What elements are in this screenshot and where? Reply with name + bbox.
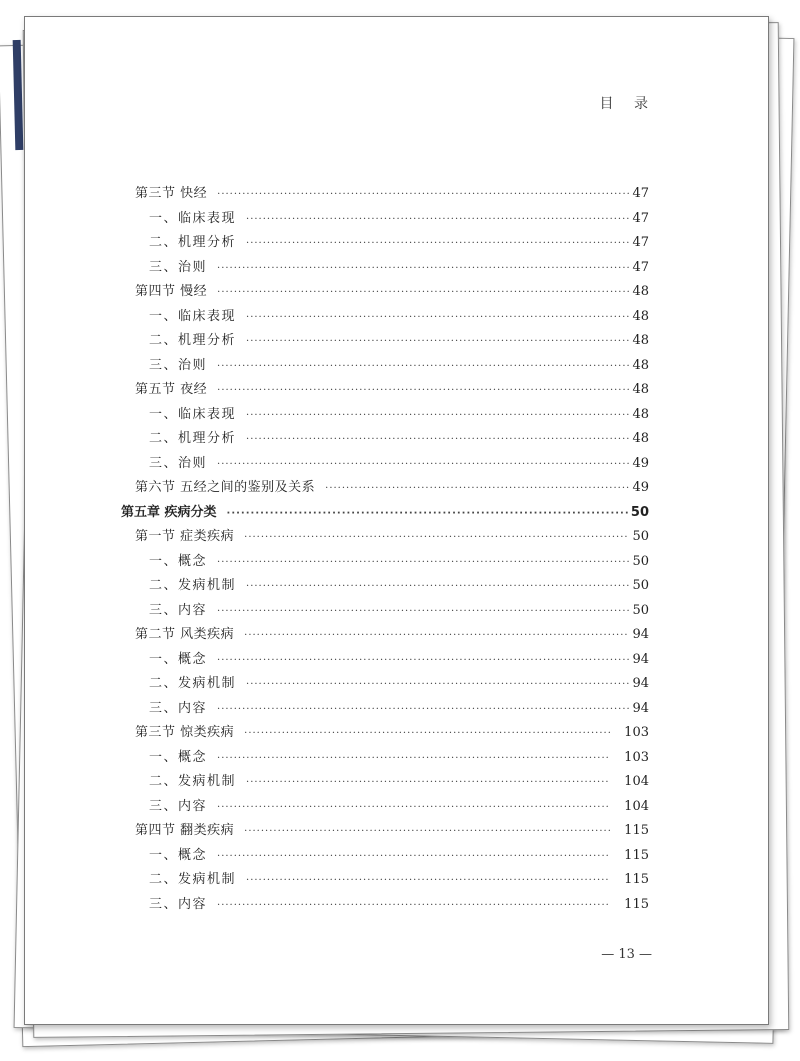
- toc-entry-title: 第一节 症类疾病: [135, 529, 235, 544]
- toc-entry-page: 115: [624, 896, 649, 912]
- dot-leader: [244, 823, 610, 841]
- toc-item-row[interactable]: [149, 773, 649, 792]
- toc-entry-page: 115: [624, 823, 649, 838]
- toc-item-row[interactable]: [149, 553, 649, 572]
- toc-entry-page: 47: [632, 235, 649, 250]
- toc-entry-title: 第四节 翻类疾病: [135, 823, 235, 838]
- toc-item-row[interactable]: [149, 210, 649, 229]
- toc-item-row[interactable]: [149, 577, 649, 596]
- toc-entry-title: 三、内容: [149, 602, 208, 618]
- toc-entry-page: 104: [624, 798, 649, 814]
- toc-entry-title: 三、内容: [149, 798, 208, 814]
- toc-entry-title: 第二节 风类疾病: [135, 627, 235, 642]
- dot-leader: [217, 260, 629, 278]
- toc-entry-title: 一、临床表现: [149, 406, 237, 422]
- dot-leader: [227, 505, 628, 523]
- toc-entry-page: 48: [632, 357, 649, 373]
- toc-entry-title: 二、机理分析: [149, 333, 237, 348]
- toc-item-row[interactable]: [149, 455, 649, 474]
- toc-item-row[interactable]: [149, 308, 649, 327]
- dot-leader: [217, 554, 629, 572]
- dot-leader: [246, 407, 629, 425]
- toc-item-row[interactable]: [149, 798, 649, 817]
- toc-entry-page: 115: [624, 847, 649, 863]
- toc-entry-title: 三、内容: [149, 896, 208, 912]
- toc-section-row[interactable]: [135, 283, 649, 302]
- toc-entry-title: 一、概念: [149, 847, 208, 863]
- toc-entry-title: 第三节 惊类疾病: [135, 725, 235, 740]
- document-page: [24, 16, 769, 1025]
- page-header: 目 录: [599, 96, 656, 112]
- toc-entry-page: 104: [624, 774, 649, 789]
- toc-entry-page: 48: [632, 284, 649, 299]
- toc-item-row[interactable]: [149, 406, 649, 425]
- toc-item-row[interactable]: [149, 651, 649, 670]
- toc-entry-title: 三、治则: [149, 259, 208, 275]
- toc-entry-title: 二、发病机制: [149, 774, 237, 789]
- dot-leader: [246, 235, 629, 253]
- dot-leader: [217, 848, 610, 866]
- toc-entry-title: 一、概念: [149, 553, 208, 569]
- toc-entry-title: 三、治则: [149, 357, 208, 373]
- toc-entry-page: 48: [632, 382, 649, 397]
- page-number: — 13 —: [601, 947, 652, 962]
- toc-section-row[interactable]: [135, 724, 649, 743]
- toc-entry-title: 二、发病机制: [149, 872, 237, 887]
- toc-item-row[interactable]: [149, 259, 649, 278]
- dot-leader: [246, 309, 629, 327]
- toc-section-row[interactable]: [135, 822, 649, 841]
- toc-item-row[interactable]: [149, 332, 649, 351]
- toc-entry-title: 一、临床表现: [149, 308, 237, 324]
- dot-leader: [246, 774, 610, 792]
- toc-entry-page: 103: [624, 749, 649, 765]
- toc-section-row[interactable]: [135, 528, 649, 547]
- toc-entry-page: 50: [630, 504, 649, 520]
- toc-entry-title: 一、概念: [149, 651, 208, 667]
- toc-entry-page: 50: [632, 529, 649, 544]
- dot-leader: [217, 456, 629, 474]
- dot-leader: [325, 480, 629, 498]
- toc-entry-page: 48: [632, 308, 649, 324]
- dot-leader: [217, 652, 629, 670]
- dot-leader: [246, 676, 629, 694]
- toc-item-row[interactable]: [149, 847, 649, 866]
- dot-leader: [217, 358, 629, 376]
- dot-leader: [217, 701, 629, 719]
- toc-chapter-row[interactable]: [121, 504, 649, 523]
- toc-entry-title: 第五节 夜经: [135, 382, 208, 397]
- dot-leader: [217, 382, 629, 400]
- toc-entry-page: 94: [632, 676, 649, 691]
- toc-entry-title: 二、发病机制: [149, 676, 237, 691]
- toc-entry-title: 第六节 五经之间的鉴别及关系: [135, 480, 316, 495]
- toc-item-row[interactable]: [149, 357, 649, 376]
- toc-entry-page: 103: [624, 725, 649, 740]
- dot-leader: [246, 431, 629, 449]
- toc-entry-page: 50: [632, 578, 649, 593]
- toc-entry-title: 一、概念: [149, 749, 208, 765]
- toc-entry-page: 94: [632, 627, 649, 642]
- toc-entry-page: 47: [632, 259, 649, 275]
- dot-leader: [246, 578, 629, 596]
- toc-entry-title: 一、临床表现: [149, 210, 237, 226]
- toc-item-row[interactable]: [149, 871, 649, 890]
- toc-item-row[interactable]: [149, 430, 649, 449]
- dot-leader: [244, 725, 610, 743]
- dot-leader: [246, 211, 629, 229]
- toc-item-row[interactable]: [149, 700, 649, 719]
- toc-entry-page: 50: [632, 553, 649, 569]
- dot-leader: [217, 284, 629, 302]
- dot-leader: [244, 529, 629, 547]
- toc-item-row[interactable]: [149, 896, 649, 915]
- toc-entry-page: 47: [632, 210, 649, 226]
- dot-leader: [217, 186, 629, 204]
- toc-entry-title: 第三节 快经: [135, 186, 208, 201]
- toc-entry-page: 50: [632, 602, 649, 618]
- toc-entry-page: 47: [632, 186, 649, 201]
- toc-entry-page: 115: [624, 872, 649, 887]
- toc-entry-title: 二、机理分析: [149, 235, 237, 250]
- toc-entry-page: 48: [632, 333, 649, 348]
- toc-entry-title: 二、发病机制: [149, 578, 237, 593]
- dot-leader: [246, 872, 610, 890]
- toc-section-row[interactable]: [135, 381, 649, 400]
- toc-entry-title: 第四节 慢经: [135, 284, 208, 299]
- dot-leader: [244, 627, 629, 645]
- toc-entry-title: 三、治则: [149, 455, 208, 471]
- toc-section-row[interactable]: [135, 626, 649, 645]
- toc-entry-page: 49: [632, 480, 649, 495]
- dot-leader: [217, 897, 610, 915]
- dot-leader: [217, 603, 629, 621]
- toc-section-row[interactable]: [135, 479, 649, 498]
- dot-leader: [217, 750, 610, 768]
- toc-section-row[interactable]: [135, 185, 649, 204]
- toc-item-row[interactable]: [149, 602, 649, 621]
- dot-leader: [217, 799, 610, 817]
- dot-leader: [246, 333, 629, 351]
- toc-entry-title: 第五章 疾病分类: [121, 504, 217, 520]
- toc-entry-title: 二、机理分析: [149, 431, 237, 446]
- toc-entry-page: 94: [632, 700, 649, 716]
- toc-item-row[interactable]: [149, 749, 649, 768]
- toc-item-row[interactable]: [149, 234, 649, 253]
- toc-entry-title: 三、内容: [149, 700, 208, 716]
- toc-entry-page: 49: [632, 455, 649, 471]
- toc-item-row[interactable]: [149, 675, 649, 694]
- toc-entry-page: 48: [632, 406, 649, 422]
- toc-entry-page: 94: [632, 651, 649, 667]
- toc-entry-page: 48: [632, 431, 649, 446]
